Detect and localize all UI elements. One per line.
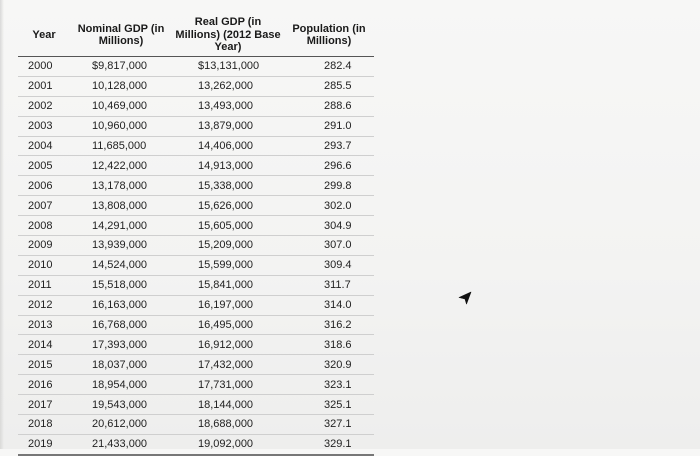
cell-population: 304.9 bbox=[284, 216, 374, 236]
cell-year: 2000 bbox=[18, 57, 70, 77]
cell-nominal-gdp: 14,291,000 bbox=[70, 216, 172, 236]
cell-nominal-gdp: 10,128,000 bbox=[70, 76, 172, 96]
cell-population: 307.0 bbox=[284, 236, 374, 256]
cell-real-gdp: 14,913,000 bbox=[172, 156, 284, 176]
cell-nominal-gdp: 11,685,000 bbox=[70, 136, 172, 156]
table-body bbox=[18, 57, 374, 455]
cell-real-gdp: 13,879,000 bbox=[172, 116, 284, 136]
cell-nominal-gdp: $9,817,000 bbox=[70, 57, 172, 77]
table-row bbox=[18, 57, 374, 77]
cell-real-gdp: 16,495,000 bbox=[172, 315, 284, 335]
cell-real-gdp: $13,131,000 bbox=[172, 57, 284, 77]
cell-real-gdp: 16,197,000 bbox=[172, 295, 284, 315]
cell-population: 285.5 bbox=[284, 76, 374, 96]
table-row bbox=[18, 136, 374, 156]
table-row bbox=[18, 355, 374, 375]
table-row bbox=[18, 176, 374, 196]
cell-nominal-gdp: 14,524,000 bbox=[70, 255, 172, 275]
table-row bbox=[18, 76, 374, 96]
cell-real-gdp: 14,406,000 bbox=[172, 136, 284, 156]
table-row bbox=[18, 434, 374, 454]
cell-year: 2017 bbox=[18, 395, 70, 415]
mouse-pointer-icon bbox=[458, 291, 472, 305]
cell-real-gdp: 17,432,000 bbox=[172, 355, 284, 375]
cell-year: 2002 bbox=[18, 96, 70, 116]
table-row bbox=[18, 196, 374, 216]
cell-population: 320.9 bbox=[284, 355, 374, 375]
cell-year: 2015 bbox=[18, 355, 70, 375]
cell-year: 2004 bbox=[18, 136, 70, 156]
cell-year: 2008 bbox=[18, 216, 70, 236]
cell-year: 2007 bbox=[18, 196, 70, 216]
cell-year: 2013 bbox=[18, 315, 70, 335]
cell-population: 296.6 bbox=[284, 156, 374, 176]
cell-year: 2011 bbox=[18, 275, 70, 295]
cell-real-gdp: 19,092,000 bbox=[172, 434, 284, 454]
table-row bbox=[18, 116, 374, 136]
cell-nominal-gdp: 13,178,000 bbox=[70, 176, 172, 196]
header-row bbox=[18, 14, 374, 57]
cell-population: 318.6 bbox=[284, 335, 374, 355]
cell-real-gdp: 15,599,000 bbox=[172, 255, 284, 275]
cell-nominal-gdp: 21,433,000 bbox=[70, 434, 172, 454]
cell-nominal-gdp: 16,163,000 bbox=[70, 295, 172, 315]
cell-population: 327.1 bbox=[284, 415, 374, 435]
cell-year: 2009 bbox=[18, 236, 70, 256]
header-nominal-gdp: Nominal GDP (in Millions) bbox=[70, 14, 172, 57]
gdp-population-table bbox=[18, 14, 374, 456]
cell-real-gdp: 15,605,000 bbox=[172, 216, 284, 236]
cell-population: 329.1 bbox=[284, 434, 374, 454]
cell-year: 2003 bbox=[18, 116, 70, 136]
table-row bbox=[18, 275, 374, 295]
header-year: Year bbox=[18, 14, 70, 57]
table-header bbox=[18, 14, 374, 57]
table-row bbox=[18, 295, 374, 315]
cell-population: 325.1 bbox=[284, 395, 374, 415]
table-row bbox=[18, 415, 374, 435]
cell-real-gdp: 17,731,000 bbox=[172, 375, 284, 395]
cell-population: 291.0 bbox=[284, 116, 374, 136]
table-row bbox=[18, 96, 374, 116]
cell-real-gdp: 18,688,000 bbox=[172, 415, 284, 435]
cell-real-gdp: 13,493,000 bbox=[172, 96, 284, 116]
header-real-gdp: Real GDP (in Millions) (2012 Base Year) bbox=[172, 14, 284, 57]
table-row bbox=[18, 255, 374, 275]
cell-real-gdp: 15,841,000 bbox=[172, 275, 284, 295]
cell-real-gdp: 16,912,000 bbox=[172, 335, 284, 355]
cell-nominal-gdp: 12,422,000 bbox=[70, 156, 172, 176]
table-row bbox=[18, 216, 374, 236]
cell-nominal-gdp: 16,768,000 bbox=[70, 315, 172, 335]
cell-nominal-gdp: 13,808,000 bbox=[70, 196, 172, 216]
cell-population: 323.1 bbox=[284, 375, 374, 395]
cell-real-gdp: 15,338,000 bbox=[172, 176, 284, 196]
cell-real-gdp: 18,144,000 bbox=[172, 395, 284, 415]
cell-population: 299.8 bbox=[284, 176, 374, 196]
table-row bbox=[18, 335, 374, 355]
cell-nominal-gdp: 18,954,000 bbox=[70, 375, 172, 395]
cell-year: 2012 bbox=[18, 295, 70, 315]
cell-nominal-gdp: 19,543,000 bbox=[70, 395, 172, 415]
table-row bbox=[18, 236, 374, 256]
gdp-population-table-container bbox=[18, 14, 374, 456]
cell-year: 2019 bbox=[18, 434, 70, 454]
cell-population: 314.0 bbox=[284, 295, 374, 315]
cell-year: 2005 bbox=[18, 156, 70, 176]
cell-population: 302.0 bbox=[284, 196, 374, 216]
cell-year: 2010 bbox=[18, 255, 70, 275]
table-row bbox=[18, 156, 374, 176]
cell-nominal-gdp: 17,393,000 bbox=[70, 335, 172, 355]
cell-population: 288.6 bbox=[284, 96, 374, 116]
cell-nominal-gdp: 10,469,000 bbox=[70, 96, 172, 116]
cell-population: 311.7 bbox=[284, 275, 374, 295]
cell-population: 293.7 bbox=[284, 136, 374, 156]
cell-real-gdp: 13,262,000 bbox=[172, 76, 284, 96]
cell-year: 2018 bbox=[18, 415, 70, 435]
cell-nominal-gdp: 20,612,000 bbox=[70, 415, 172, 435]
cell-nominal-gdp: 18,037,000 bbox=[70, 355, 172, 375]
table-row bbox=[18, 375, 374, 395]
cell-year: 2001 bbox=[18, 76, 70, 96]
table-row bbox=[18, 395, 374, 415]
cell-population: 282.4 bbox=[284, 57, 374, 77]
cell-nominal-gdp: 10,960,000 bbox=[70, 116, 172, 136]
cell-nominal-gdp: 15,518,000 bbox=[70, 275, 172, 295]
table-row bbox=[18, 315, 374, 335]
cell-real-gdp: 15,626,000 bbox=[172, 196, 284, 216]
photo-edge-shadow bbox=[0, 0, 4, 449]
cell-real-gdp: 15,209,000 bbox=[172, 236, 284, 256]
cell-year: 2014 bbox=[18, 335, 70, 355]
cell-year: 2006 bbox=[18, 176, 70, 196]
cell-nominal-gdp: 13,939,000 bbox=[70, 236, 172, 256]
cell-population: 316.2 bbox=[284, 315, 374, 335]
header-population: Population (in Millions) bbox=[284, 14, 374, 57]
cell-year: 2016 bbox=[18, 375, 70, 395]
cell-population: 309.4 bbox=[284, 255, 374, 275]
